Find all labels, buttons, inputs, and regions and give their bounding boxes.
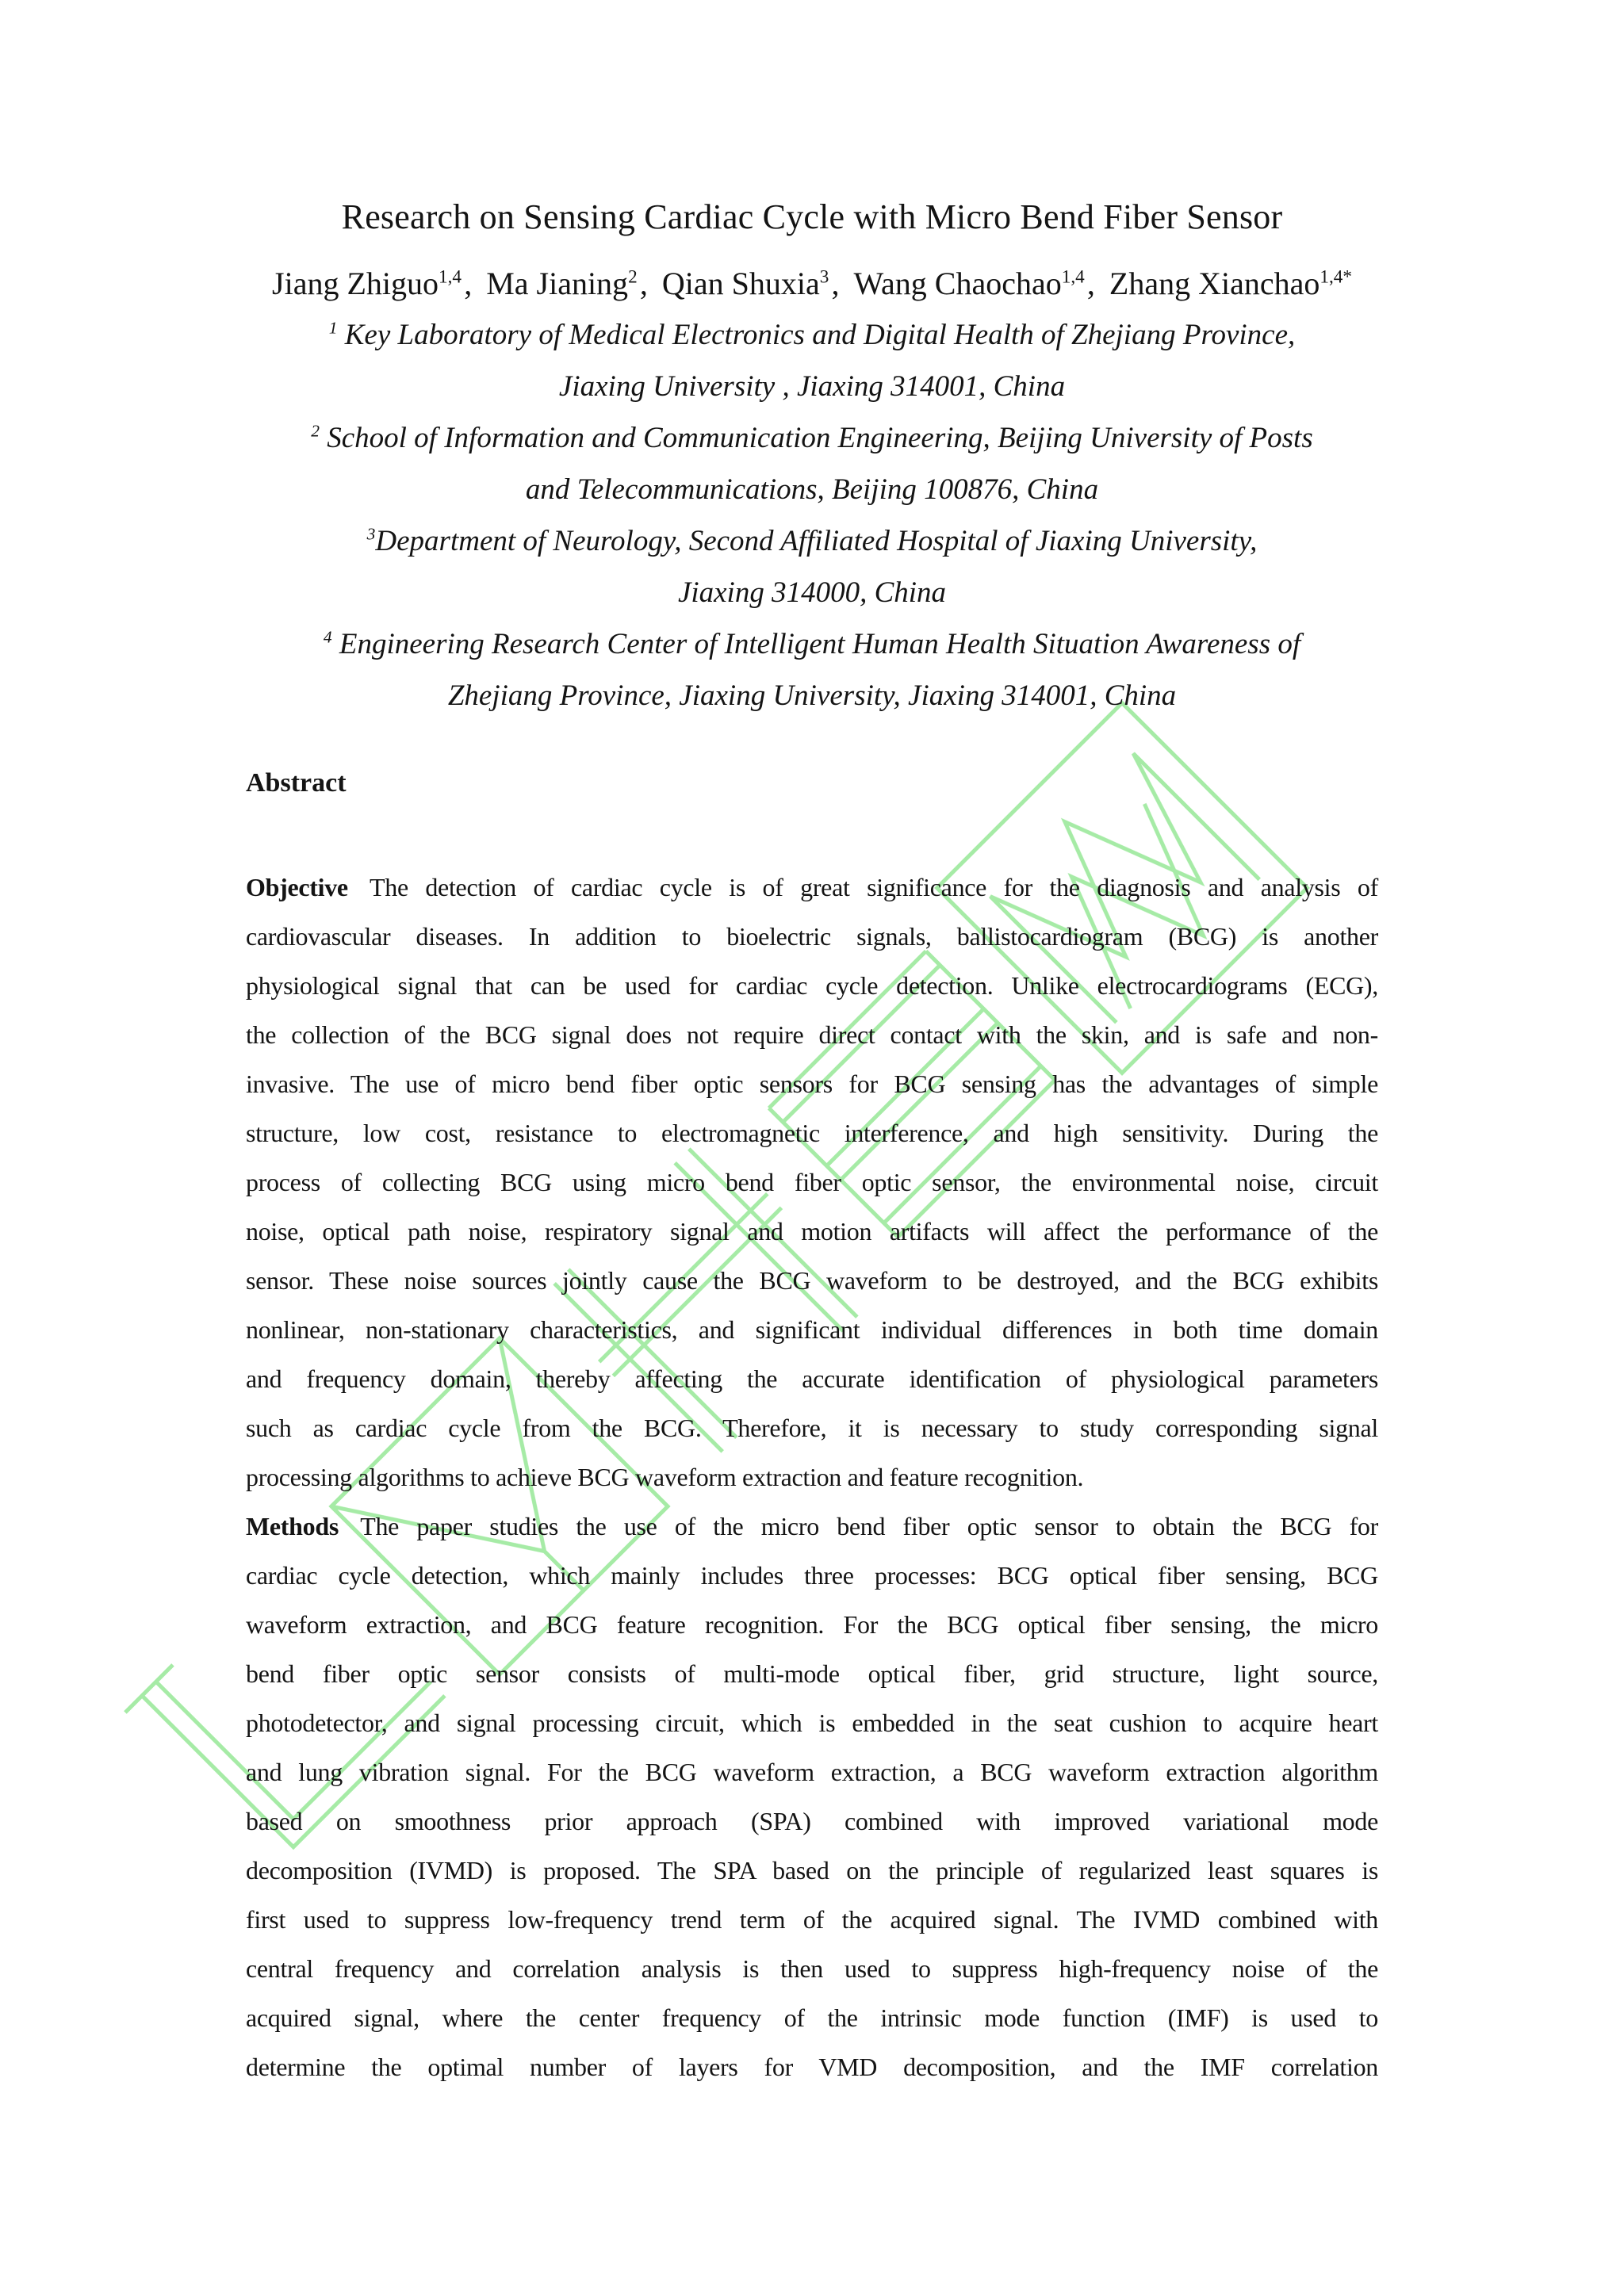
body-line: noise, optical path noise, respiratory signal and motion artifacts will affect the performance of the [246, 1217, 1378, 1246]
author-name: Wang Chaochao$^{1,4}$ [853, 266, 1085, 301]
body-line: Methods The paper studies the use of the micro bend fiber optic sensor to obtain the BCG for [246, 1512, 1378, 1540]
body-line: such as cardiac cycle from the BCG. Therefore, it is necessary to study corresponding signal [246, 1414, 1378, 1442]
body-line: nonlinear, non-stationary characteristics, and significant individual differences in both time domain [246, 1315, 1378, 1344]
author-separator: , [831, 266, 840, 301]
author-separator: , [639, 266, 648, 301]
body-line: central frequency and correlation analysis is then used to suppress high-frequency noise of the [246, 1954, 1378, 1983]
body-line: photodetector, and signal processing circuit, which is embedded in the seat cushion to acquire heart [246, 1709, 1378, 1737]
author-line [246, 263, 1378, 304]
body-line: sensor. These noise sources jointly cause the BCG waveform to be destroyed, and the BCG exhibits [246, 1266, 1378, 1295]
affiliation-line: $^3$Department of Neurology, Second Affiliated Hospital of Jiaxing University, [366, 524, 1258, 557]
affiliation-line: $^1$ Key Laboratory of Medical Electronics and Digital Health of Zhejiang Province, [328, 318, 1296, 351]
text-column [246, 0, 1378, 2091]
author-affiliation-superscript: 1,4 [439, 266, 462, 288]
affiliation-line: $^2$ School of Information and Communication Engineering, Beijing University of Posts [311, 421, 1313, 454]
body-line: and lung vibration signal. For the BCG waveform extraction, a BCG waveform extraction algorithm [246, 1758, 1378, 1786]
abstract-heading: Abstract [246, 768, 347, 798]
body-line: Objective The detection of cardiac cycle is of great significance for the diagnosis and analysis of [246, 873, 1378, 901]
body-line: process of collecting BCG using micro bend fiber optic sensor, the environmental noise, circuit [246, 1168, 1378, 1196]
paragraph-lead: Methods [246, 1512, 339, 1540]
affiliations [246, 309, 1378, 721]
author-name: Ma Jianing$^2$ [486, 266, 638, 301]
body-line: based on smoothness prior approach (SPA) combined with improved variational mode [246, 1807, 1378, 1835]
author-name: Jiang Zhiguo$^{1,4}$ [272, 266, 462, 301]
body-line: acquired signal, where the center frequency of the intrinsic mode function (IMF) is used to [246, 2003, 1378, 2032]
body-line: structure, low cost, resistance to electromagnetic interference, and high sensitivity. During the [246, 1119, 1378, 1147]
body-line: first used to suppress low-frequency trend term of the acquired signal. The IVMD combined with [246, 1905, 1378, 1934]
paragraph-lead: Objective [246, 873, 348, 901]
author-name: Qian Shuxia$^3$ [661, 266, 829, 301]
author-separator: , [464, 266, 473, 301]
body-line: processing algorithms to achieve BCG waveform extraction and feature recognition. [246, 1463, 1084, 1491]
abstract-body [246, 863, 1378, 2091]
affiliation-number: 2 [311, 421, 320, 441]
body-line: determine the optimal number of layers for VMD decomposition, and the IMF correlation [246, 2053, 1378, 2081]
body-line: decomposition (IVMD) is proposed. The SPA based on the principle of regularized least squares is [246, 1856, 1378, 1885]
affiliation-line: Jiaxing 314000, China [677, 576, 947, 609]
author-separator: , [1086, 266, 1095, 301]
body-line: waveform extraction, and BCG feature recognition. For the BCG optical fiber sensing, the micro [246, 1610, 1378, 1639]
body-line: cardiac cycle detection, which mainly includes three processes: BCG optical fiber sensing, BCG [246, 1561, 1378, 1590]
affiliation-line: Zhejiang Province, Jiaxing University, Jiaxing 314001, China [447, 679, 1177, 712]
affiliation-number: 4 [323, 627, 332, 647]
body-line: cardiovascular diseases. In addition to bioelectric signals, ballistocardiogram (BCG) is another [246, 922, 1378, 951]
author-affiliation-superscript: 3 [819, 266, 829, 288]
author-affiliation-superscript: 2 [628, 266, 638, 288]
body-line: the collection of the BCG signal does not require direct contact with the skin, and is safe and non- [246, 1020, 1378, 1049]
paper-title: Research on Sensing Cardiac Cycle with Micro Bend Fiber Sensor [341, 197, 1283, 236]
affiliation-line: Jiaxing University , Jiaxing 314001, China [558, 370, 1066, 403]
body-line: invasive. The use of micro bend fiber optic sensors for BCG sensing has the advantages of simple [246, 1070, 1378, 1098]
author-affiliation-superscript: 1,4 [1061, 266, 1085, 288]
body-line: physiological signal that can be used for cardiac cycle detection. Unlike electrocardiograms (ECG), [246, 971, 1378, 1000]
body-line: and frequency domain, thereby affecting the accurate identification of physiological parameters [246, 1364, 1378, 1393]
body-line: bend fiber optic sensor consists of multi-mode optical fiber, grid structure, light source, [246, 1659, 1378, 1688]
affiliation-number: 3 [366, 524, 376, 544]
affiliation-line: and Telecommunications, Beijing 100876, China [525, 473, 1099, 506]
affiliation-line: $^4$ Engineering Research Center of Intelligent Human Health Situation Awareness of [323, 627, 1301, 660]
author-affiliation-superscript: 1,4* [1320, 266, 1352, 288]
affiliation-number: 1 [328, 318, 338, 338]
author-name: Zhang Xianchao$^{1,4*}$ [1109, 266, 1352, 301]
